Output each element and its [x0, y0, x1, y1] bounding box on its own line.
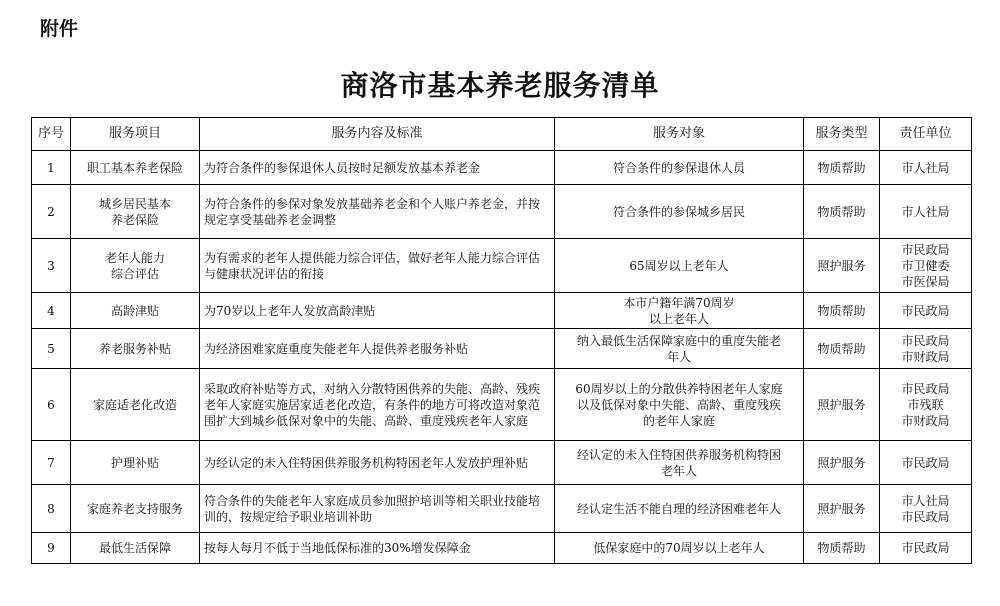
cell-item-line: 城乡居民基本 — [98, 196, 171, 211]
cell-item-line: 职工基本养老保险 — [86, 160, 183, 175]
cell-item — [71, 293, 200, 329]
cell-unit — [880, 329, 972, 369]
cell-content: 为经认定的未入住特困供养服务机构特困老年人发放护理补贴 — [200, 441, 555, 485]
header-item: 服务项目 — [71, 118, 200, 151]
cell-no: 1 — [32, 151, 71, 185]
cell-type: 物质帮助 — [804, 329, 880, 369]
cell-type: 照护服务 — [804, 369, 880, 441]
service-list-table — [31, 117, 972, 564]
cell-unit — [880, 239, 972, 293]
attachment-label: 附件 — [40, 18, 79, 40]
cell-target-line: 符合条件的参保退休人员 — [612, 160, 745, 175]
table-header-row — [32, 118, 972, 151]
table-row — [32, 329, 972, 369]
cell-target-line: 以及低保对象中失能、高龄、重度残疾 — [576, 397, 781, 412]
cell-item — [71, 239, 200, 293]
cell-type: 照护服务 — [804, 485, 880, 533]
cell-unit — [880, 441, 972, 485]
cell-unit-line: 市民政局 — [901, 541, 950, 555]
cell-item-line: 家庭养老支持服务 — [86, 501, 183, 516]
cell-unit-line: 市人社局 — [901, 160, 950, 175]
cell-content: 符合条件的失能老年人家庭成员参加照护培训等相关职业技能培训的，按规定给予职业培训补助 — [200, 485, 555, 533]
cell-item-line: 养老保险 — [110, 212, 159, 227]
cell-unit — [880, 533, 972, 564]
cell-unit — [880, 485, 972, 533]
header-unit: 责任单位 — [880, 118, 972, 151]
header-target: 服务对象 — [555, 118, 804, 151]
cell-content: 为符合条件的参保退休人员按时足额发放基本养老金 — [200, 151, 555, 185]
cell-unit — [880, 293, 972, 329]
cell-content: 采取政府补贴等方式，对纳入分散特困供养的失能、高龄、残疾老年人家庭实施居家适老化改造，有条件的地方可将改造对象范围扩大到城乡低保对象中的失能、高龄、重度残疾老年人家庭 — [200, 369, 555, 441]
cell-item-line: 最低生活保障 — [98, 541, 171, 555]
cell-item — [71, 533, 200, 564]
cell-item — [71, 185, 200, 239]
cell-unit-line: 市民政局 — [901, 381, 950, 396]
cell-target — [555, 329, 804, 369]
table-row — [32, 485, 972, 533]
cell-target — [555, 239, 804, 293]
cell-content: 为70岁以上老年人发放高龄津贴 — [200, 293, 555, 329]
cell-target — [555, 293, 804, 329]
cell-unit-line: 市卫健委 — [901, 258, 950, 273]
cell-target — [555, 485, 804, 533]
header-content: 服务内容及标准 — [200, 118, 555, 151]
table-row — [32, 151, 972, 185]
cell-item — [71, 485, 200, 533]
cell-unit — [880, 369, 972, 441]
cell-type: 物质帮助 — [804, 185, 880, 239]
cell-item — [71, 151, 200, 185]
cell-item — [71, 329, 200, 369]
cell-unit-line: 市民政局 — [901, 303, 950, 318]
cell-item-line: 老年人能力 — [104, 250, 165, 265]
cell-item-line: 护理补贴 — [110, 455, 159, 470]
cell-target-line: 经认定的未入住特困供养服务机构特困 — [576, 447, 781, 462]
cell-unit — [880, 151, 972, 185]
cell-target-line: 65周岁以上老年人 — [629, 258, 729, 273]
cell-target-line: 本市户籍年满70周岁 — [623, 295, 735, 310]
cell-target-line: 老年人 — [660, 463, 697, 478]
document-title: 商洛市基本养老服务清单 — [340, 69, 660, 102]
cell-type: 物质帮助 — [804, 293, 880, 329]
table-row — [32, 533, 972, 564]
cell-content: 为符合条件的参保对象发放基础养老金和个人账户养老金，并按规定享受基础养老金调整 — [200, 185, 555, 239]
cell-no: 4 — [32, 293, 71, 329]
cell-unit-line: 市医保局 — [901, 274, 950, 289]
cell-content: 为有需求的老年人提供能力综合评估，做好老年人能力综合评估与健康状况评估的衔接 — [200, 239, 555, 293]
cell-target-line: 以上老年人 — [648, 311, 709, 326]
cell-target-line: 符合条件的参保城乡居民 — [612, 204, 745, 219]
cell-no: 8 — [32, 485, 71, 533]
cell-no: 6 — [32, 369, 71, 441]
cell-target-line: 年人 — [666, 349, 691, 364]
cell-no: 2 — [32, 185, 71, 239]
cell-target — [555, 185, 804, 239]
cell-content: 为经济困难家庭重度失能老年人提供养老服务补贴 — [200, 329, 555, 369]
table-row — [32, 185, 972, 239]
header-type: 服务类型 — [804, 118, 880, 151]
cell-unit-line: 市人社局 — [901, 493, 950, 508]
cell-type: 物质帮助 — [804, 533, 880, 564]
cell-type: 物质帮助 — [804, 151, 880, 185]
cell-no: 9 — [32, 533, 71, 564]
cell-target — [555, 369, 804, 441]
cell-unit-line: 市残联 — [907, 397, 944, 412]
cell-unit-line: 市民政局 — [901, 509, 950, 524]
cell-target-line: 的老年人家庭 — [642, 413, 715, 428]
cell-item — [71, 441, 200, 485]
cell-type: 照护服务 — [804, 239, 880, 293]
cell-target-line: 60周岁以上的分散供养特困老年人家庭 — [575, 381, 783, 396]
table-row — [32, 239, 972, 293]
cell-item-line: 家庭适老化改造 — [92, 397, 177, 412]
cell-target — [555, 533, 804, 564]
table-row — [32, 441, 972, 485]
cell-unit-line: 市民政局 — [901, 242, 950, 257]
cell-unit-line: 市财政局 — [901, 413, 950, 428]
cell-no: 5 — [32, 329, 71, 369]
cell-no: 3 — [32, 239, 71, 293]
cell-target-line: 纳入最低生活保障家庭中的重度失能老 — [576, 333, 781, 348]
cell-target-line: 低保家庭中的70周岁以上老年人 — [593, 541, 765, 555]
cell-unit-line: 市财政局 — [901, 349, 950, 364]
table-body — [32, 151, 972, 564]
cell-target — [555, 441, 804, 485]
cell-item-line: 养老服务补贴 — [98, 341, 171, 356]
cell-unit-line: 市民政局 — [901, 455, 950, 470]
table-row — [32, 293, 972, 329]
header-no: 序号 — [32, 118, 71, 151]
table-row — [32, 369, 972, 441]
cell-unit-line: 市民政局 — [901, 333, 950, 348]
cell-item-line: 综合评估 — [110, 266, 159, 281]
cell-content: 按每人每月不低于当地低保标准的30%增发保障金 — [200, 533, 555, 564]
cell-no: 7 — [32, 441, 71, 485]
cell-unit-line: 市人社局 — [901, 204, 950, 219]
cell-unit — [880, 185, 972, 239]
cell-item-line: 高龄津贴 — [110, 303, 159, 318]
cell-item — [71, 369, 200, 441]
cell-type: 照护服务 — [804, 441, 880, 485]
cell-target-line: 经认定生活不能自理的经济困难老年人 — [576, 501, 781, 516]
cell-target — [555, 151, 804, 185]
